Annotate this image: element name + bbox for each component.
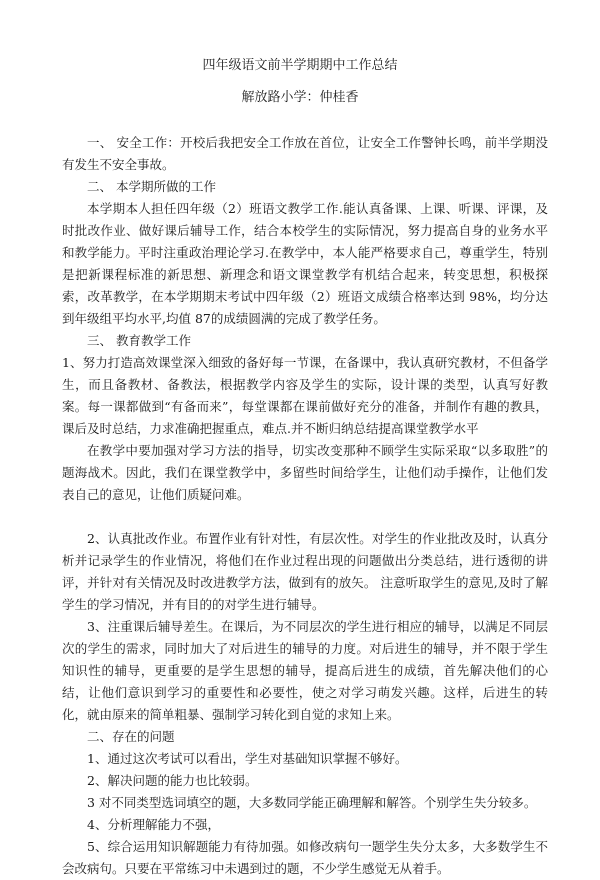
paragraph-safety: 一、 安全工作：开校后我把安全工作放在首位，让安全工作警钟长鸣，前半学期没有发生不安全事故。 bbox=[62, 135, 548, 172]
paragraph-lesson-prep: 1、努力打造高效课堂深入细致的备好每一节课，在备课中，我认真研究教材，不但备学生，而且备教材、备教法，根据教学内容及学生的实际，设计课的类型，认真写好教案。每一课都做到“有备而来”，每堂课都在课前做好充分的准备，并制作有趣的教具，课后及时总结，力求准确把握重点，难点.并不断归纳总结提高课堂教学水平 bbox=[62, 355, 548, 436]
document-body bbox=[62, 132, 548, 880]
heading-work-done: 二、 本学期所做的工作 bbox=[87, 179, 216, 194]
paragraph-study-methods: 在教学中要加强对学习方法的指导，切实改变那种不顾学生实际采取“以多取胜”的题海战术。因此，我们在课堂教学中，多留些时间给学生，让他们动手操作，让他们发表自己的意见，让他们质疑问难。 bbox=[62, 443, 548, 502]
heading-problems: 二、存在的问题 bbox=[87, 729, 175, 744]
problem-item-5: 5、综合运用知识解题能力有待加强。如修改病句一题学生失分太多，大多数学生不会改病句。只要在平常练习中未遇到过的题，不少学生感觉无从着手。 bbox=[62, 839, 548, 876]
paragraph-homework: 2、认真批改作业。布置作业有针对性，有层次性。对学生的作业批改及时，认真分析并记录学生的作业情况，将他们在作业过程出现的问题做出分类总结，进行透彻的讲评，并针对有关情况及时改进教学方法，做到有的放矢。 注意听取学生的意见,及时了解学生的学习情况，并有目的的对学生进行辅导。 bbox=[62, 531, 548, 612]
problem-item-4: 4、分析理解能力不强， bbox=[87, 817, 220, 832]
heading-education-work: 三、 教育教学工作 bbox=[87, 333, 191, 348]
paragraph-tutoring: 3、注重课后辅导差生。在课后，为不同层次的学生进行相应的辅导，以满足不同层次的学生的需求，同时加大了对后进生的辅导的力度。对后进生的辅导，并不限于学生知识性的辅导，更重要的是学生思想的辅导，提高后进生的成绩，首先解决他们的心结，让他们意识到学习的重要性和必要性，使之对学习萌发兴趣。这样，后进生的转化，就由原来的简单粗暴、强制学习转化到自觉的求知上来。 bbox=[62, 619, 548, 722]
spacer bbox=[62, 506, 548, 528]
problem-item-1: 1、通过这次考试可以看出，学生对基础知识掌握不够好。 bbox=[87, 751, 408, 766]
document-title: 四年级语文前半学期期中工作总结 bbox=[202, 58, 398, 73]
paragraph-teaching-summary: 本学期本人担任四年级（2）班语文教学工作.能认真备课、上课、听课、评课，及时批改作业、做好课后辅导工作，结合本校学生的实际情况，努力提高自身的业务水平和教学能力。平时注重政治理论学习.在教学中，本人能严格要求自己，尊重学生，特别是把新课程标准的新思想、新理念和语文课堂教学有机结合起来，转变思想，积极探索，改革教学，在本学期期末考试中四年级（2）班语文成绩合格率达到 98%，均分达到年级组平均水平,均值 87的成绩圆满的完成了教学任务。 bbox=[62, 201, 548, 326]
document-author: 解放路小学：仲桂香 bbox=[241, 90, 359, 105]
problem-item-2: 2、解决问题的能力也比较弱。 bbox=[87, 773, 258, 788]
problem-item-3: 3 对不同类型选词填空的题，大多数同学能正确理解和解答。个别学生失分较多。 bbox=[87, 795, 537, 810]
